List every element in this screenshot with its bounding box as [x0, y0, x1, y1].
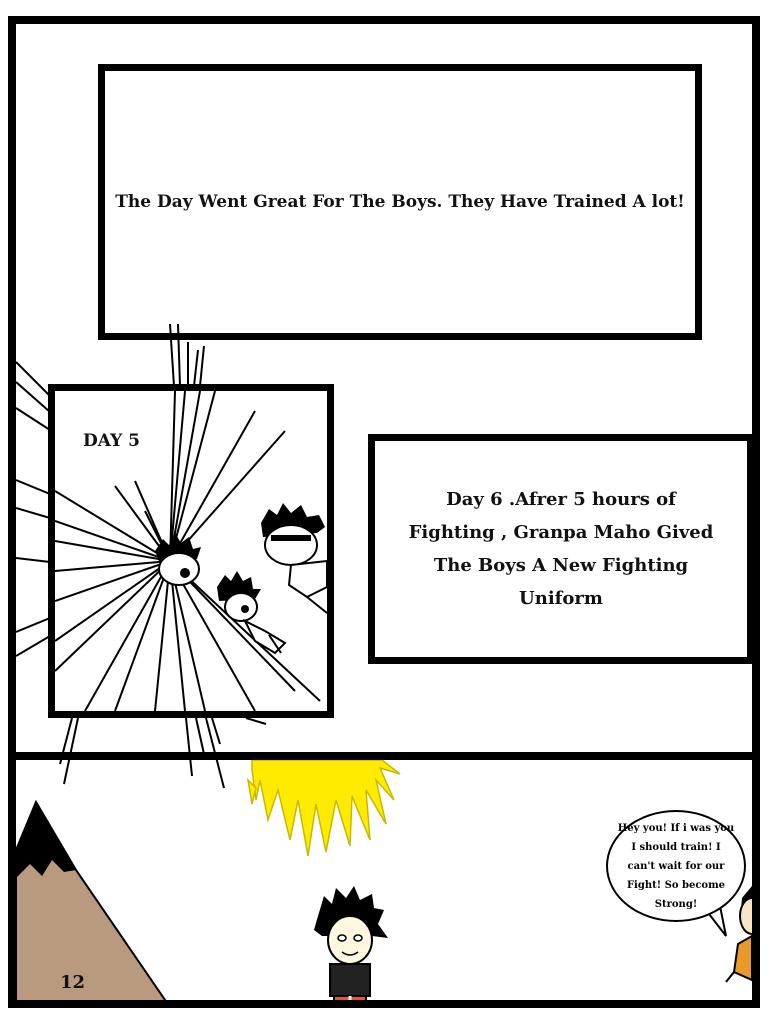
character-lower: [217, 571, 285, 653]
narration-caption-top-text: The Day Went Great For The Boys. They Have Trained A lot!: [115, 191, 685, 212]
panel-day5: [48, 384, 334, 718]
sun-icon: [248, 760, 400, 856]
mountain: [16, 802, 176, 1008]
narration-caption-day6: [368, 434, 754, 664]
narration-caption-day6-text: Day 6 .Afrer 5 hours of Fighting , Granpa Maho Gived The Boys A New Fighting Uniform: [408, 489, 714, 609]
speech-bubble: [606, 810, 746, 922]
character-right: [261, 503, 327, 613]
page-number: 12: [60, 972, 86, 993]
speech-bubble-text: Hey you! If i was you I should train! I can't wait for our Fight! So become Strong!: [617, 822, 735, 910]
character-center: [155, 533, 201, 585]
comic-page: [8, 16, 760, 1008]
day5-label: DAY 5: [83, 431, 140, 451]
character-standing: [314, 886, 388, 1008]
panel-bottom: [16, 752, 752, 1008]
narration-caption-top: [98, 64, 702, 340]
